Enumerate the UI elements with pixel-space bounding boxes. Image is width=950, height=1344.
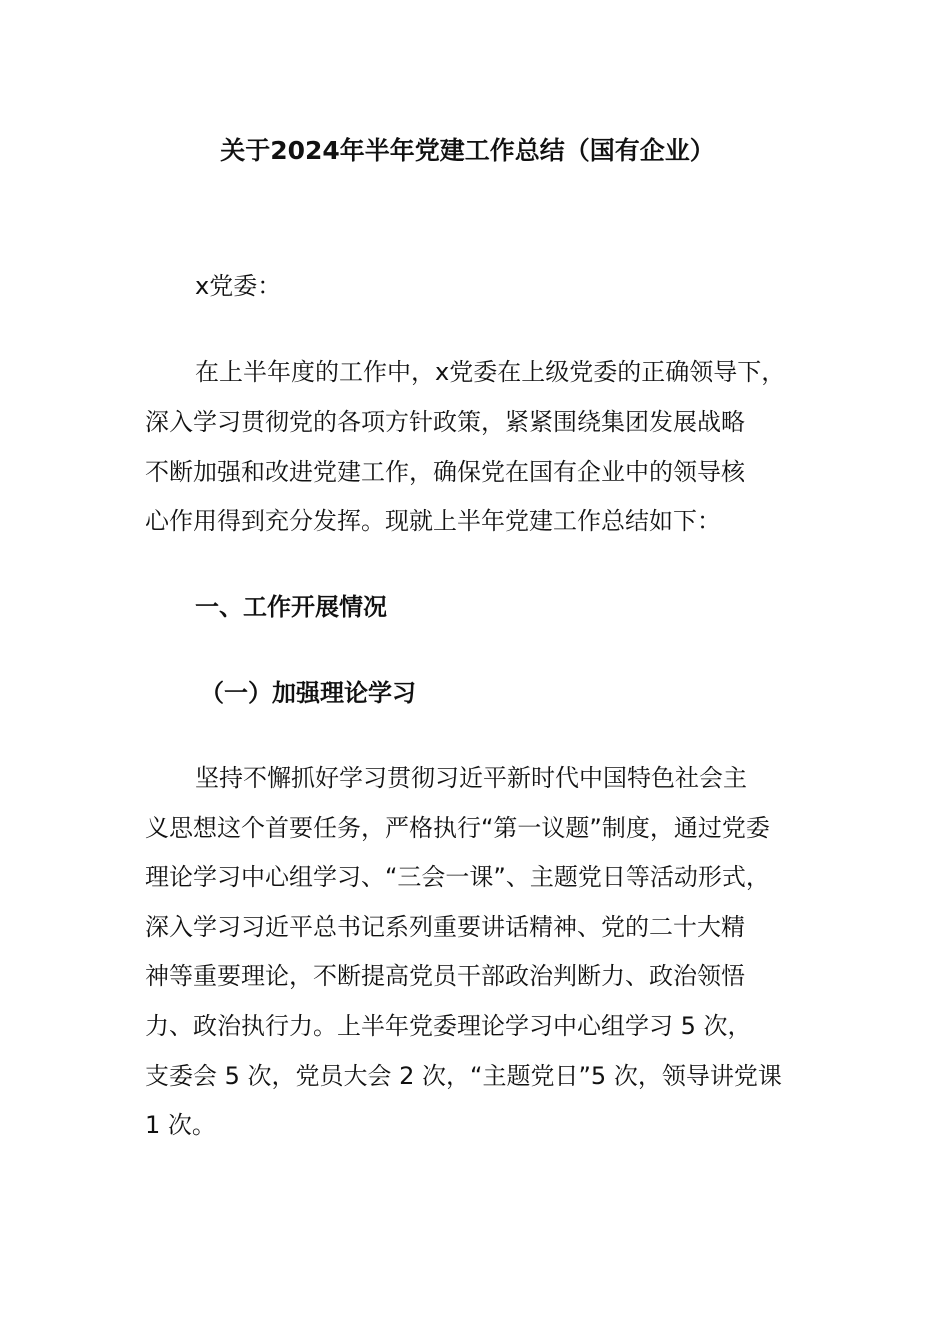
document-title: 关于2024年半年党建工作总结（国有企业）: [220, 136, 715, 165]
body-line-4: 深入学习习近平总书记系列重要讲话精神、党的二十大精: [145, 913, 745, 941]
intro-line-2: 深入学习贯彻党的各项方针政策，紧紧围绕集团发展战略: [145, 408, 745, 436]
salutation: x党委：: [195, 272, 282, 300]
body-line-5: 神等重要理论，不断提高党员干部政治判断力、政治领悟: [145, 962, 745, 990]
section-heading-1: 一、工作开展情况: [195, 593, 387, 621]
body-line-2: 义思想这个首要任务，严格执行“第一议题”制度，通过党委: [145, 814, 770, 842]
intro-line-1: 在上半年度的工作中，x党委在上级党委的正确领导下，: [195, 358, 786, 386]
intro-line-4: 心作用得到充分发挥。现就上半年党建工作总结如下：: [145, 507, 721, 535]
body-line-7: 支委会 5 次，党员大会 2 次，“主题党日”5 次，领导讲党课: [145, 1062, 782, 1090]
subsection-heading-1: （一）加强理论学习: [200, 679, 416, 707]
body-line-1: 坚持不懈抓好学习贯彻习近平新时代中国特色社会主: [195, 764, 747, 792]
body-line-6: 力、政治执行力。上半年党委理论学习中心组学习 5 次，: [145, 1012, 752, 1040]
body-line-8: 1 次。: [145, 1111, 216, 1139]
body-line-3: 理论学习中心组学习、“三会一课”、主题党日等活动形式，: [145, 863, 770, 891]
intro-line-3: 不断加强和改进党建工作，确保党在国有企业中的领导核: [145, 458, 745, 486]
